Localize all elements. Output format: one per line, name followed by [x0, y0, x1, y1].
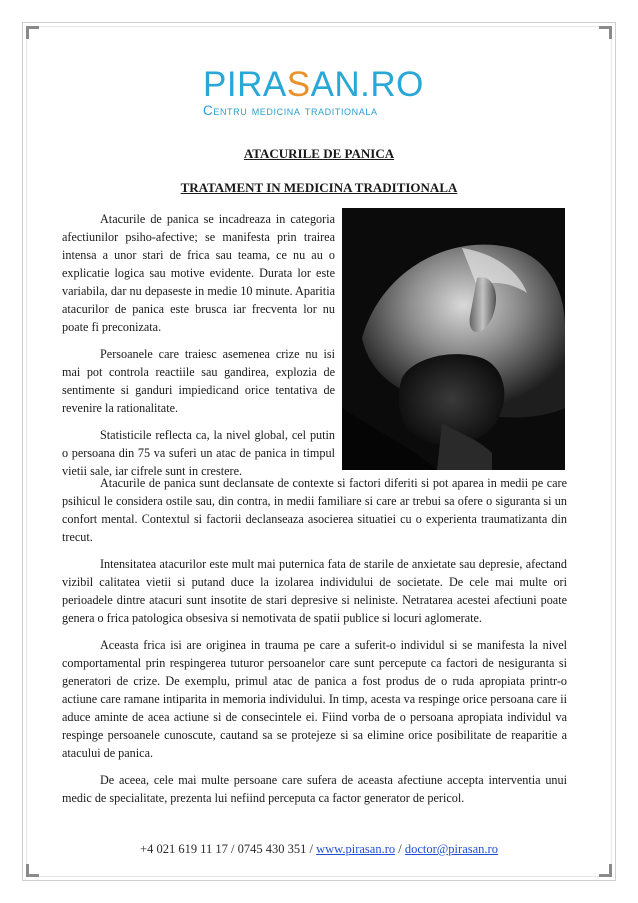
paragraph: Atacurile de panica se incadreaza in categoria afectiunilor psiho-afective; se manifesta prin trairea intensa a unor stari de frica sau teama, ce nu au o explicatie logica sau motive evidente. Durata lor este variabila, dar nu depaseste in medie 10 minute. Aparitia atacurilor de panica este brusca iar frecventa lor nu poate fi preconizata. — [62, 212, 335, 334]
logo-part-1: PIRA — [203, 65, 287, 104]
person-photo-image — [342, 208, 565, 470]
paragraph: Persoanele care traiesc asemenea crize nu isi mai pot controla reactiile sau gandirea, explozia de sentimente si ganduri impiedicand orice tentativa de revenire la rationalitate. — [62, 347, 335, 415]
logo-part-3: AN.RO — [310, 65, 424, 104]
main-text-block — [62, 474, 567, 816]
page-subtitle: TRATAMENT IN MEDICINA TRADITIONALA — [180, 180, 458, 195]
logo-part-2: S — [286, 65, 311, 104]
email-link[interactable]: doctor@pirasan.ro — [404, 842, 498, 856]
logo-wordmark — [203, 66, 443, 104]
website-link[interactable]: www.pirasan.ro — [316, 842, 396, 856]
footer-phones: +4 021 619 11 17 / 0745 430 351 / — [140, 842, 313, 856]
contact-footer — [0, 842, 638, 857]
paragraph: Aceasta frica isi are originea in trauma pe care a suferit-o individul si se manifesta la nivel comportamental prin respingerea tuturor persoanelor care sunt percepute ca factori de nesiguranta si generatori de crize. De exemplu, primul atac de panica a fost produs de o ruda apropiata printr-o actiune care ramane intiparita in memoria individului. In timp, acesta va respinge orice persoana care ii aduce aminte de acea actiune si de consecintele ei. Fiind vorba de o persoana apropiata individul va respinge persoanele cunoscute, cautand sa se protejeze si sa elimine orice posibilitate de reaparitie a atacului de panica. — [62, 638, 567, 760]
corner-ornament — [26, 864, 39, 877]
logo-tagline: Centru medicina traditionala — [203, 103, 378, 118]
page-title: ATACURILE DE PANICA — [243, 146, 395, 161]
corner-ornament — [599, 864, 612, 877]
article-photo — [342, 208, 565, 470]
corner-ornament — [599, 26, 612, 39]
corner-ornament — [26, 26, 39, 39]
paragraph: De aceea, cele mai multe persoane care sufera de aceasta afectiune accepta interventia unui medic de specialitate, prezenta lui nefiind perceputa ca factor generator de pericol. — [62, 773, 567, 805]
pirasan-logo — [203, 66, 443, 118]
intro-text-block — [62, 210, 335, 489]
paragraph: Statisticile reflecta ca, la nivel global, cel putin o persoana din 75 va suferi un atac de panica in timpul vietii sale, iar cifrele sunt in crestere. — [62, 428, 335, 478]
footer-separator: / — [398, 842, 402, 856]
paragraph: Intensitatea atacurilor este mult mai puternica fata de starile de anxietate sau depresie, afectand vizibil calitatea vietii si putand duce la izolarea individului de societate. De cele mai multe ori perioadele dintre atacuri sunt insotite de stari depresive si neliniste. Netratarea acestei afectiuni poate genera o frica patologica obsesiva si nemotivata de spatii publice si locuri aglomerate. — [62, 557, 567, 625]
paragraph: Atacurile de panica sunt declansate de contexte si factori diferiti si pot aparea in medii pe care psihicul le considera ostile sau, din contra, in medii familiare si care ar trebui sa ofere o siguranta si un confort mental. Contextul si factorii declanseaza asocierea situatiei cu o experienta traumatizanta din trecut. — [62, 476, 567, 544]
